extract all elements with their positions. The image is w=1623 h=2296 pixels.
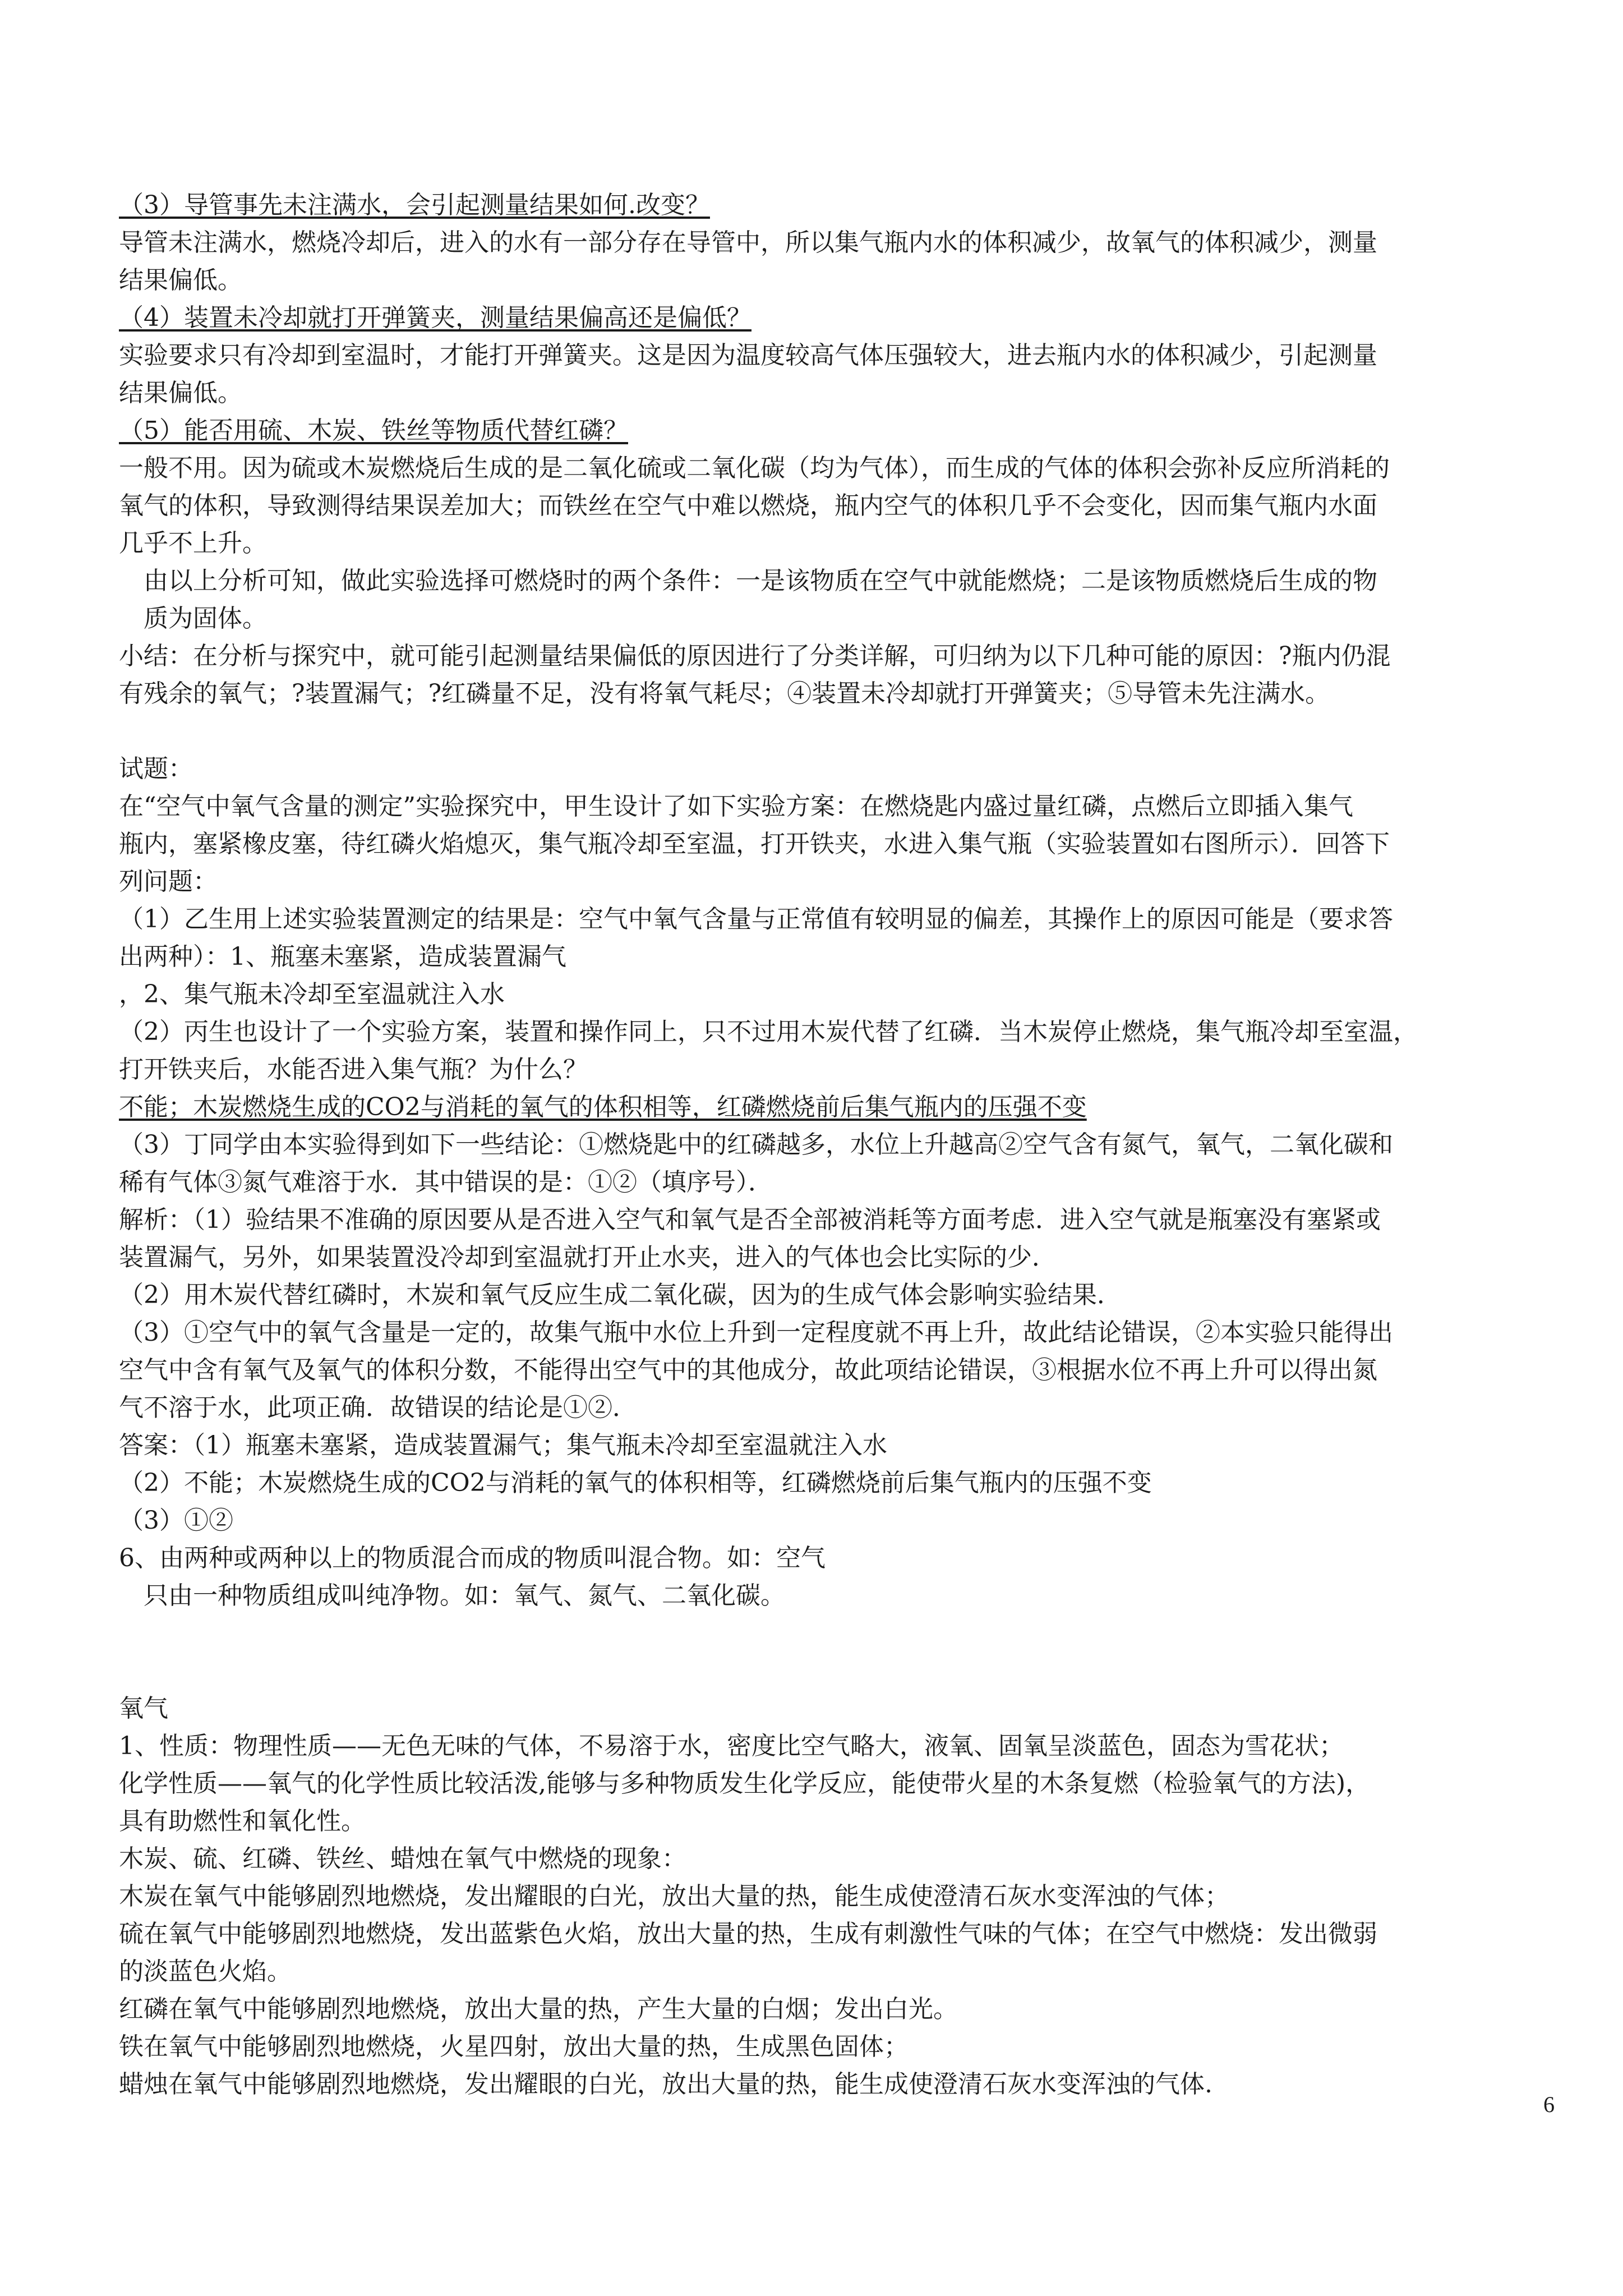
text-line: 答案：（1）瓶塞未塞紧，造成装置漏气；集气瓶未冷却至室温就注入水 — [119, 1431, 887, 1460]
question-heading-line: （3）导管事先未注满水，会引起测量结果如何.改变？ — [119, 191, 710, 219]
text-line: （2）丙生也设计了一个实验方案，装置和操作同上，只不过用木炭代替了红磷．当木炭停止燃烧，集气瓶冷却至室温， — [119, 1018, 1418, 1046]
text-line: 结果偏低。 — [119, 266, 242, 295]
question-heading-line: （4）装置未冷却就打开弹簧夹，测量结果偏高还是偏低？ — [119, 303, 751, 332]
text-line: 试题： — [119, 754, 193, 783]
text-line: 空气中含有氧气及氧气的体积分数，不能得出空气中的其他成分，故此项结论错误，③根据水位不再上升可以得出氮 — [119, 1356, 1377, 1384]
page-number: 6 — [1543, 2092, 1555, 2117]
text-line: （2）不能；木炭燃烧生成的CO2与消耗的氧气的体积相等，红磷燃烧前后集气瓶内的压强不变 — [119, 1469, 1152, 1497]
text-line: 的淡蓝色火焰。 — [119, 1957, 292, 1986]
question-heading-line: （5）能否用硫、木炭、铁丝等物质代替红磷？ — [119, 416, 628, 445]
text-line: 气不溶于水，此项正确．故错误的结论是①②． — [119, 1393, 637, 1422]
text-line: ，2、集气瓶未冷却至室温就注入水 — [119, 980, 505, 1009]
text-line: 1、性质：物理性质——无色无味的气体，不易溶于水，密度比空气略大，液氧、固氧呈淡蓝色，固态为雪花状； — [119, 1732, 1344, 1760]
text-line: 蜡烛在氧气中能够剧烈地燃烧，发出耀眼的白光，放出大量的热，能生成使澄清石灰水变浑浊的气体. — [119, 2070, 1212, 2099]
text-line: （3）①② — [119, 1506, 233, 1535]
text-line: 小结：在分析与探究中，就可能引起测量结果偏低的原因进行了分类详解，可归纳为以下几种可能的原因：?瓶内仍混 — [119, 642, 1391, 670]
text-line: 由以上分析可知，做此实验选择可燃烧时的两个条件：一是该物质在空气中就能燃烧；二是该物质燃烧后生成的物 — [119, 567, 1377, 595]
text-line: 稀有气体③氮气难溶于水．其中错误的是：①②（填序号）． — [119, 1168, 773, 1197]
paragraph-spacer — [119, 1614, 1557, 1690]
question-heading-line: 不能；木炭燃烧生成的CO2与消耗的氧气的体积相等，红磷燃烧前后集气瓶内的压强不变 — [119, 1093, 1087, 1121]
text-line: 具有助燃性和氧化性。 — [119, 1807, 366, 1835]
text-line: 铁在氧气中能够剧烈地燃烧，火星四射，放出大量的热，生成黑色固体； — [119, 2032, 909, 2061]
text-line: （1）乙生用上述实验装置测定的结果是：空气中氧气含量与正常值有较明显的偏差，其操作上的原因可能是（要求答 — [119, 905, 1393, 933]
text-line: 有残余的氧气；?装置漏气；?红磷量不足，没有将氧气耗尽；④装置未冷却就打开弹簧夹；⑤导管未先注满水。 — [119, 679, 1330, 708]
text-line: （3）①空气中的氧气含量是一定的，故集气瓶中水位上升到一定程度就不再上升，故此结论错误，②本实验只能得出 — [119, 1318, 1393, 1347]
text-line: 解析：（1）验结果不准确的原因要从是否进入空气和氧气是否全部被消耗等方面考虑．进入空气就是瓶塞没有塞紧或 — [119, 1205, 1381, 1234]
text-line: 打开铁夹后，水能否进入集气瓶？为什么？ — [119, 1055, 588, 1084]
text-line: 氧气的体积，导致测得结果误差加大；而铁丝在空气中难以燃烧，瓶内空气的体积几乎不会变化，因而集气瓶内水面 — [119, 491, 1377, 520]
text-line: 木炭在氧气中能够剧烈地燃烧，发出耀眼的白光，放出大量的热，能生成使澄清石灰水变浑浊的气体； — [119, 1882, 1229, 1911]
text-line: 硫在氧气中能够剧烈地燃烧，发出蓝紫色火焰，放出大量的热，生成有刺激性气味的气体；在空气中燃烧：发出微弱 — [119, 1920, 1377, 1948]
text-line: （3）丁同学由本实验得到如下一些结论：①燃烧匙中的红磷越多，水位上升越高②空气含有氮气，氧气，二氧化碳和 — [119, 1130, 1393, 1159]
document-body — [119, 186, 1557, 2103]
text-line: 瓶内，塞紧橡皮塞，待红磷火焰熄灭，集气瓶冷却至室温，打开铁夹，水进入集气瓶（实验装置如右图所示）．回答下 — [119, 830, 1390, 858]
text-line: 一般不用。因为硫或木炭燃烧后生成的是二氧化硫或二氧化碳（均为气体），而生成的气体的体积会弥补反应所消耗的 — [119, 454, 1390, 482]
text-line: 几乎不上升。 — [119, 529, 267, 558]
text-line: 实验要求只有冷却到室温时，才能打开弹簧夹。这是因为温度较高气体压强较大，进去瓶内水的体积减少，引起测量 — [119, 341, 1377, 370]
paragraph-spacer — [119, 712, 1557, 750]
text-line: 出两种）：1、瓶塞未塞紧，造成装置漏气 — [119, 942, 566, 971]
text-line: 只由一种物质组成叫纯净物。如：氧气、氮气、二氧化碳。 — [119, 1581, 785, 1610]
text-line: 木炭、硫、红磷、铁丝、蜡烛在氧气中燃烧的现象： — [119, 1844, 686, 1873]
text-line: 质为固体。 — [119, 604, 267, 633]
text-line: 装置漏气，另外，如果装置没冷却到室温就打开止水夹，进入的气体也会比实际的少． — [119, 1243, 1057, 1272]
text-line: 结果偏低。 — [119, 379, 242, 407]
text-line: 在“空气中氧气含量的测定”实验探究中，甲生设计了如下实验方案：在燃烧匙内盛过量红磷，点燃后立即插入集气 — [119, 792, 1353, 821]
text-line: 6、由两种或两种以上的物质混合而成的物质叫混合物。如：空气 — [119, 1544, 826, 1572]
text-line: 化学性质——氧气的化学性质比较活泼,能够与多种物质发生化学反应，能使带火星的木条复燃（检验氧气的方法)， — [119, 1769, 1371, 1798]
text-line: 氧气 — [119, 1694, 168, 1723]
text-line: 导管未注满水，燃烧冷却后，进入的水有一部分存在导管中，所以集气瓶内水的体积减少，故氧气的体积减少，测量 — [119, 228, 1377, 257]
text-line: 红磷在氧气中能够剧烈地燃烧，放出大量的热，产生大量的白烟；发出白光。 — [119, 1995, 958, 2023]
text-line: 列问题： — [119, 867, 218, 896]
text-line: （2）用木炭代替红磷时，木炭和氧气反应生成二氧化碳，因为的生成气体会影响实验结果． — [119, 1281, 1122, 1309]
